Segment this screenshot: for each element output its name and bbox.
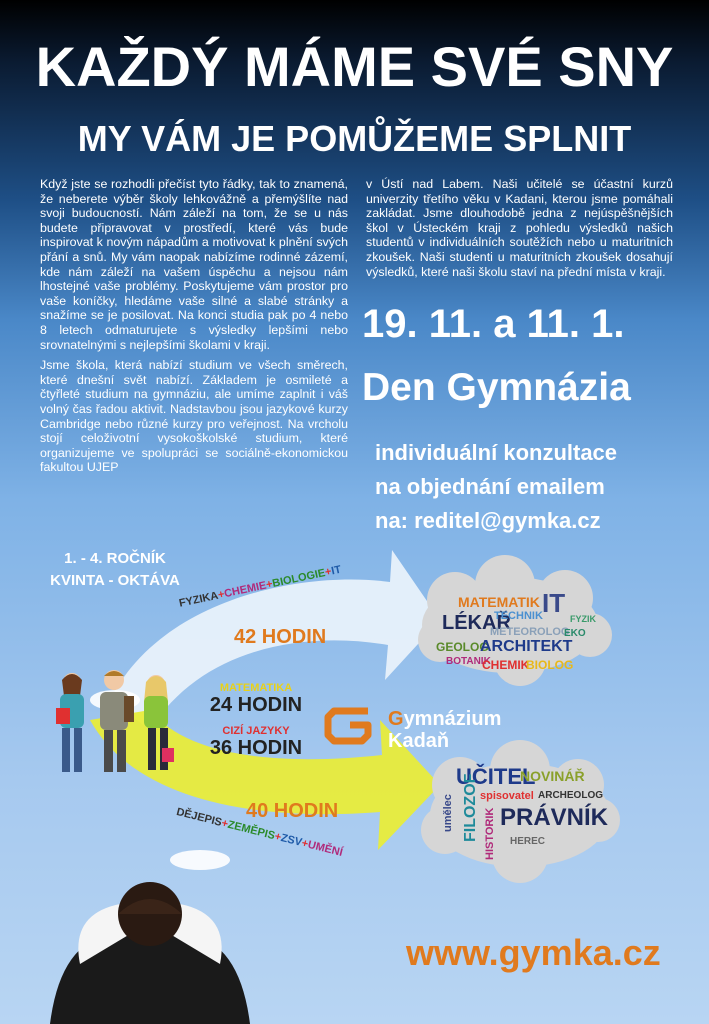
math-label: MATEMATIKA <box>219 682 293 694</box>
consultation-info <box>375 436 705 538</box>
profession-word: FILOZOF <box>462 773 479 842</box>
student-figure <box>56 673 84 772</box>
main-title: KAŽDÝ MÁME SVÉ SNY <box>35 35 674 98</box>
logo-line: Kadaň <box>388 730 450 752</box>
person-illustration <box>20 874 280 1024</box>
lower-subjects: DĚJEPIS+ZEMĚPIS+ZSV+UMĚNÍ <box>175 806 344 859</box>
lang-hours: 36 HODIN <box>209 737 303 759</box>
subject-label: DĚJEPIS <box>175 806 224 829</box>
grade-line: KVINTA - OKTÁVA <box>50 572 180 589</box>
math-hours: 24 HODIN <box>209 694 303 716</box>
school-name <box>388 708 501 752</box>
grade-line: 1. - 4. ROČNÍK <box>64 550 166 567</box>
subject-label: ZSV <box>279 832 304 849</box>
profession-word: CHEMIK <box>482 658 530 672</box>
consultation-line: na: reditel@gymka.cz <box>375 508 601 533</box>
profession-word: TECHNIK <box>494 610 543 622</box>
profession-word: MATEMATIK <box>458 594 540 610</box>
profession-word: UČITEL <box>456 764 536 789</box>
upper-subjects: FYZIKA+CHEMIE+BIOLOGIE+IT <box>178 563 343 610</box>
subtitle: MY VÁM JE POMŮŽEME SPLNIT <box>77 118 632 159</box>
profession-word: NOVINÁŘ <box>520 768 585 784</box>
students-illustration <box>52 668 182 780</box>
subject-label: FYZIKA <box>178 589 220 610</box>
profession-word: BIOLOG <box>526 658 574 672</box>
profession-word: LÉKAŘ <box>442 612 511 634</box>
event-dates: 19. 11. a 11. 1. <box>362 302 625 346</box>
profession-word: EKO <box>564 628 586 639</box>
subject-label: BIOLOGIE <box>271 566 327 590</box>
subject-label: IT <box>330 563 343 578</box>
profession-word: PRÁVNÍK <box>500 804 609 831</box>
profession-word: ARCHEOLOG <box>538 790 603 801</box>
logo-initial: G <box>388 708 404 730</box>
profession-word: BOTANIK <box>446 656 491 667</box>
text-column-right <box>366 177 673 285</box>
lang-label: CIZÍ JAZYKY <box>222 725 290 737</box>
lower-hours: 40 HODIN <box>246 800 339 822</box>
event-name: Den Gymnázia <box>362 366 631 409</box>
website-link[interactable]: www.gymka.cz <box>406 932 661 973</box>
subject-label: CHEMIE <box>223 579 268 601</box>
profession-word: GEOLOG <box>436 640 489 654</box>
profession-word: METEOROLOG <box>490 626 570 638</box>
profession-word: spisovatel <box>480 790 534 802</box>
paragraph: v Ústí nad Labem. Naši učitelé se účastní kurzů univerzity třetího věku v Kadani, kterou jsme pomáhali zakládat. Jsme dlouhodobě jedna z nejúspěšnějších škol v Ústeckém kraji z pohledu výsledků našich studentů v individuálních soutěžích nebo u maturitních zkoušek. Naši studenti u maturitních zkoušek dosahují výsledků, které naši školu staví na přední místa v kraji. <box>366 177 673 279</box>
consultation-line: individuální konzultace <box>375 440 618 465</box>
profession-word: umělec <box>442 794 454 832</box>
consultation-line: na objednání emailem <box>375 474 605 499</box>
profession-word: IT <box>542 588 566 618</box>
gymnazium-logo-icon <box>322 703 376 749</box>
profession-word: ARCHITEKT <box>480 638 573 655</box>
subject-label: UMĚNÍ <box>306 838 344 859</box>
science-words <box>430 580 610 690</box>
profession-word: HEREC <box>510 836 546 847</box>
text-column-left <box>40 177 348 481</box>
humanities-words <box>430 760 610 870</box>
logo-line: ymnázium <box>403 708 502 730</box>
middle-subjects <box>206 682 306 760</box>
paragraph: Když jste se rozhodli přečíst tyto řádky, tak to znamená, že neberete výběr školy lehkovážně a přemýšlíte nad svoji budoucností. Nám záleží na tom, že se u nás budete připravovat v prostředí, které vás bude inspirovat k novým nápadům a motivovat k plnění svých přání a snů. My vám naopak nabízíme rodinné zázemí, kde nám záleží na vašem úspěchu a nejsou nám lhostejné vaše problémy. Poskytujeme vám prostor pro vaše koníčky, hledáme vaše silné a slabé stránky a snažíme se je posilovat. Na konci studia pak po 4 nebo 8 letech odmaturujete s výsledky lepšími nebo srovnatelnými s nejlepšími školami v kraji. <box>40 177 348 352</box>
subject-label: ZEMĚPIS <box>226 818 277 843</box>
profession-word: FYZIK <box>570 614 596 624</box>
upper-hours: 42 HODIN <box>234 626 327 648</box>
paragraph: Jsme škola, která nabízí studium ve všech směrech, které dnešní svět nabízí. Základem je osmileté a čtyřleté studium na gymnáziu, ale umíme zaplnit i váš volný čas řadou aktivit. Nadstavbou jsou jazykové kurzy Cambridge nebo různé kurzy pro veřejnost. Na vrcholu stojí celoživotní vysokoškolské studium, které organizujeme ve spolupráci se sociálně-ekonomickou fakultou UJEP <box>40 358 348 475</box>
student-figure <box>100 670 134 772</box>
student-figure <box>144 675 174 770</box>
profession-word: HISTORIK <box>484 807 496 860</box>
